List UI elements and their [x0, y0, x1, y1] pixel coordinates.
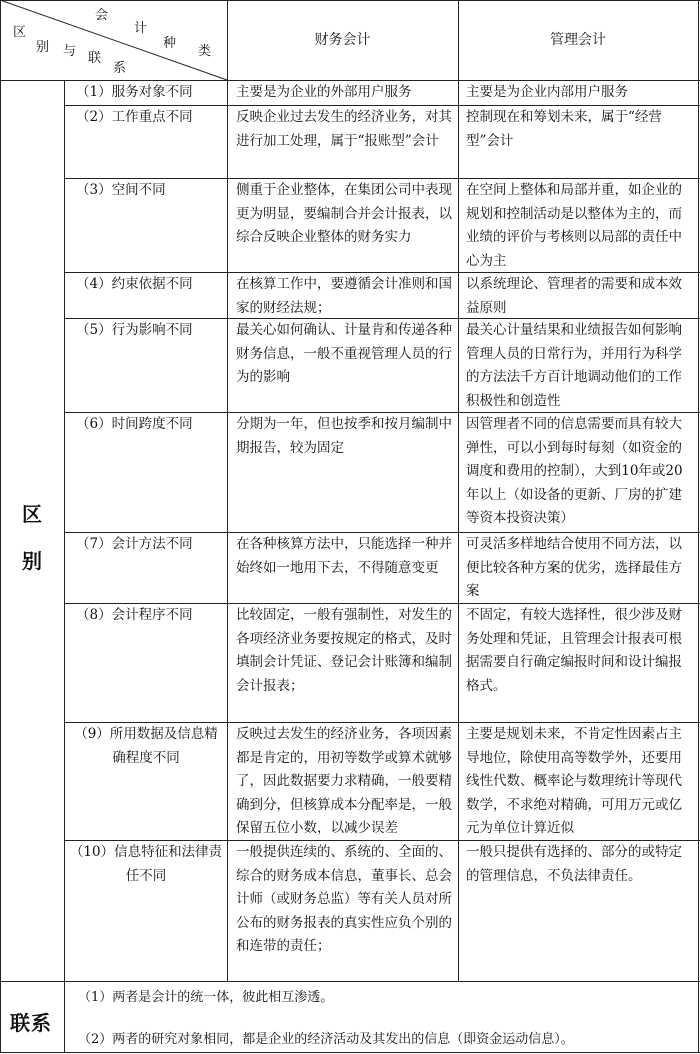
financial-cell: 反映企业过去发生的经济业务，对其进行加工处理，属于“报账型”会计	[236, 109, 452, 149]
management-cell: 控制现在和筹划未来，属于“经营型”会计	[466, 109, 662, 149]
corner-top-char: 会	[95, 8, 109, 23]
management-cell: 在空间上整体和局部并重，如企业的规划和控制活动是以整体为主的，而业绩的评价与考核则以局部的责任中心为主	[466, 182, 682, 269]
corner-bottom-char: 区	[13, 25, 27, 40]
section-label-difference: 别	[22, 549, 42, 573]
financial-cell: 在核算工作中，要遵循会计准则和国家的财经法规；	[236, 276, 452, 316]
row-label: （6）时间跨度不同	[76, 416, 193, 432]
management-cell: 因管理者不同的信息需要而具有较大弹性，可以小到每时每刻（如资金的调度和费用的控制），大到10年或20年以上（如设备的更新、厂房的扩建等资本投资决策）	[466, 416, 683, 526]
financial-cell: 一般提供连续的、系统的、全面的、综合的财务成本信息，董事长、总会计师（或财务总监）等有关人员对所公布的财务报表的真实性应负个别的和连带的责任；	[236, 844, 452, 954]
row-label: （4）约束依据不同	[76, 276, 193, 292]
row-label: （1）服务对象不同	[76, 84, 193, 100]
corner-bottom-char: 与	[63, 44, 77, 59]
connection-item: （2）两者的研究对象相同，都是企业的经济活动及其发出的信息（即资金运动信息）。	[78, 1032, 574, 1047]
management-cell: 一般只提供有选择的、部分的或特定的管理信息，不负法律责任。	[466, 844, 682, 884]
row-label: （8）会计程序不同	[76, 607, 193, 623]
corner-bottom-char: 联	[88, 51, 102, 66]
management-cell: 最关心计量结果和业绩报告如何影响管理人员的日常行为，并用行为科学的方法法千方百计地调动他们的工作积极性和创造性	[466, 322, 682, 409]
section-label-difference: 区	[22, 502, 42, 526]
connection-item: （1）两者是会计的统一体，彼此相互渗透。	[78, 990, 334, 1005]
corner-top-char: 类	[198, 44, 212, 59]
financial-cell: 最关心如何确认、计量肯和传递各种财务信息，一般不重视管理人员的行为的影响	[236, 322, 452, 385]
financial-cell: 反映过去发生的经济业务，各项因素都是肯定的，用初等数学或算术就够了，因此数据要力求精确，一般要精确到分，但核算成本分配率是，一般保留五位小数，以减少误差	[236, 726, 452, 836]
corner-bottom-char: 系	[113, 61, 127, 76]
management-cell: 不固定，有较大选择性，很少涉及财务处理和凭证，且管理会计报表可根据需要自行确定编报时间和设计编报格式。	[466, 607, 682, 694]
financial-cell: 主要是为企业的外部用户服务	[236, 84, 412, 100]
corner-top-char: 计	[134, 21, 148, 36]
management-cell: 可灵活多样地结合使用不同方法，以便比较各种方案的优劣，选择最佳方案	[466, 536, 682, 599]
management-cell: 主要是为企业内部用户服务	[466, 84, 628, 100]
corner-bottom-char: 别	[36, 40, 50, 55]
row-label: （3）空间不同	[76, 182, 166, 198]
section-label-connection: 联系	[10, 1011, 52, 1035]
column-header-management: 管理会计	[550, 32, 606, 48]
corner-top-char: 种	[163, 36, 177, 51]
row-label: （2）工作重点不同	[76, 109, 193, 125]
row-label: （5）行为影响不同	[76, 322, 193, 338]
row-label: （10）信息特征和法律责任不同	[69, 844, 223, 884]
row-label: （7）会计方法不同	[76, 536, 193, 552]
financial-cell: 侧重于企业整体，在集团公司中表现更为明显，要编制合并会计报表，以综合反映企业整体的财务实力	[236, 182, 452, 245]
management-cell: 以系统理论、管理者的需要和成本效益原则	[466, 276, 682, 316]
financial-cell: 分期为一年，但也按季和按月编制中期报告，较为固定	[236, 416, 452, 456]
financial-cell: 在各种核算方法中，只能选择一种并始终如一地用下去，不得随意变更	[236, 536, 452, 576]
management-cell: 主要是规划未来，不肯定性因素占主导地位，除使用高等数学外，还要用线性代数、概率论与数理统计等现代数学，不求绝对精确，可用万元或亿元为单位计算近似	[466, 726, 682, 836]
column-header-financial: 财务会计	[314, 32, 371, 48]
financial-cell: 比较固定，一般有强制性，对发生的各项经济业务要按规定的格式，及时填制会计凭证、登记会计账簿和编制会计报表；	[236, 607, 452, 694]
row-label: （9）所用数据及信息精确程度不同	[74, 726, 218, 766]
